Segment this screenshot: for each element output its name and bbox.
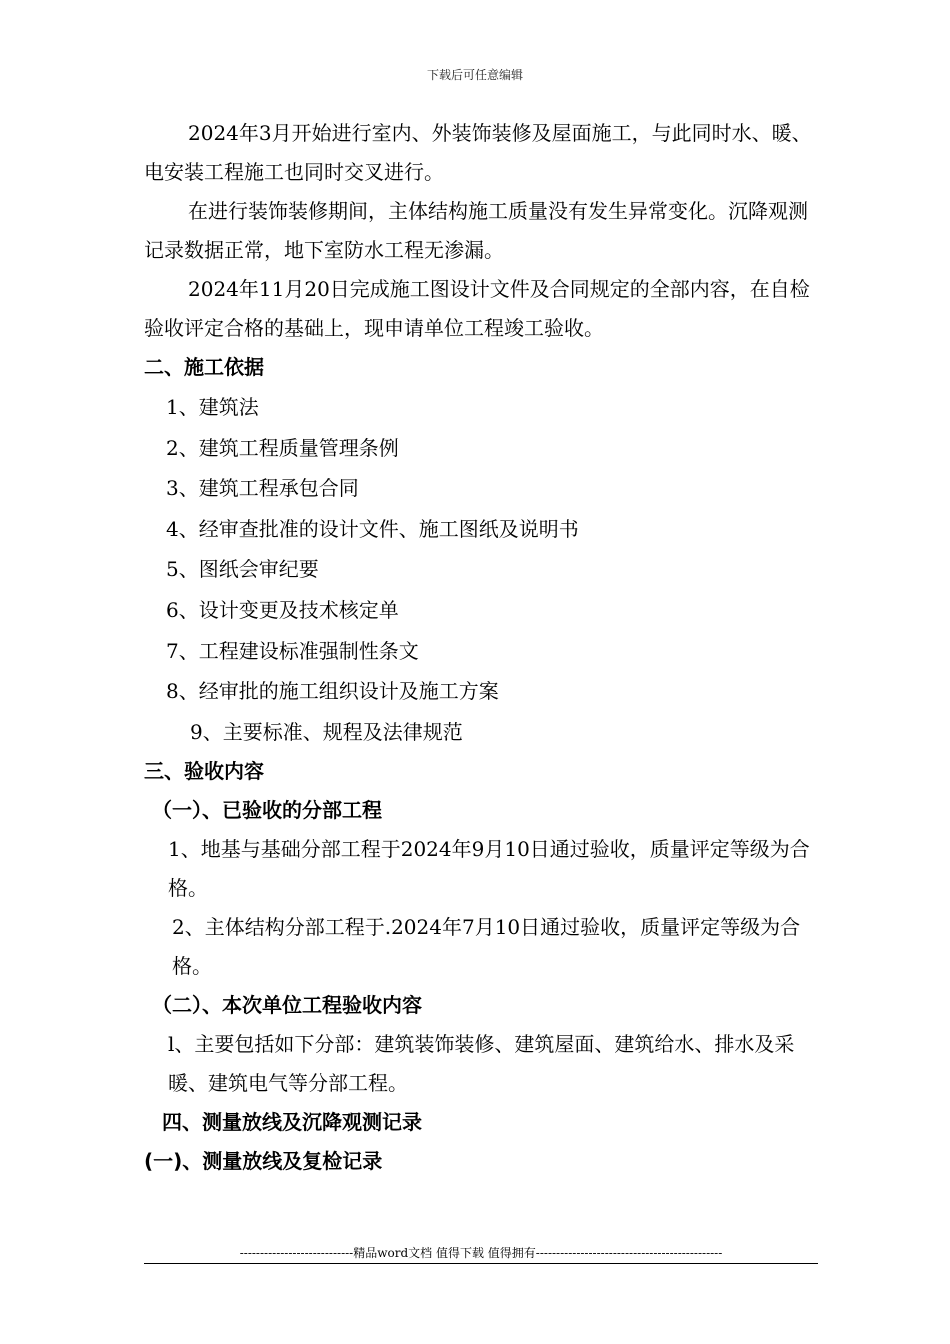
- paragraph-construction-start: 2024年3月开始进行室内、外装饰装修及屋面施工，与此同时水、暖、电安装工程施工也同时交叉进行。: [144, 121, 812, 184]
- list-item: 3、建筑工程承包合同: [166, 476, 359, 501]
- page-header: 下载后可任意编辑: [426, 68, 523, 82]
- document-body: [144, 114, 824, 1181]
- list-item: 1、建筑法: [166, 395, 259, 419]
- list-item: 7、工程建设标准强制性条文: [166, 638, 419, 663]
- list-item: 2、建筑工程质量管理条例: [166, 435, 399, 460]
- footer-divider: [144, 1263, 818, 1264]
- subheading-accepted-sub-projects: （一）、已验收的分部工程: [152, 798, 382, 823]
- list-item: 6、设计变更及技术核定单: [166, 597, 399, 622]
- list-item: 9、主要标准、规程及法律规范: [190, 719, 463, 744]
- section-heading-construction-basis: 二、施工依据: [144, 355, 264, 379]
- paragraph-foundation-acceptance: 1、地基与基础分部工程于2024年9月10日通过验收，质量评定等级为合格。: [168, 837, 810, 901]
- list-item: 5、图纸会审纪要: [166, 557, 319, 582]
- list-item: 8、经审批的施工组织设计及施工方案: [166, 679, 499, 704]
- paragraph-sub-projects-list: l、主要包括如下分部：建筑装饰装修、建筑屋面、建筑给水、排水及采暖、建筑电气等分部工程。: [168, 1032, 795, 1096]
- paragraph-completion-application: 2024年11月20日完成施工图设计文件及合同规定的全部内容，在自检验收评定合格的基础上，现申请单位工程竣工验收。: [144, 277, 810, 340]
- paragraph-decoration-period: 在进行装饰装修期间，主体结构施工质量没有发生异常变化。沉降观测记录数据正常，地下室防水工程无渗漏。: [144, 199, 808, 262]
- subheading-current-acceptance: （二）、本次单位工程验收内容: [152, 993, 422, 1018]
- paragraph-structure-acceptance: 2、主体结构分部工程于.2024年7月10日通过验收，质量评定等级为合格。: [172, 915, 801, 979]
- subheading-survey-recheck: (一)、测量放线及复检记录: [144, 1149, 383, 1174]
- page-footer: ----------------------------精品word文档 值得下载 值得拥有----------------------------------------------: [239, 1246, 723, 1260]
- list-item: 4、经审查批准的设计文件、施工图纸及说明书: [166, 516, 579, 541]
- section-heading-acceptance-content: 三、验收内容: [144, 759, 264, 784]
- section-heading-survey-records: 四、测量放线及沉降观测记录: [162, 1110, 422, 1135]
